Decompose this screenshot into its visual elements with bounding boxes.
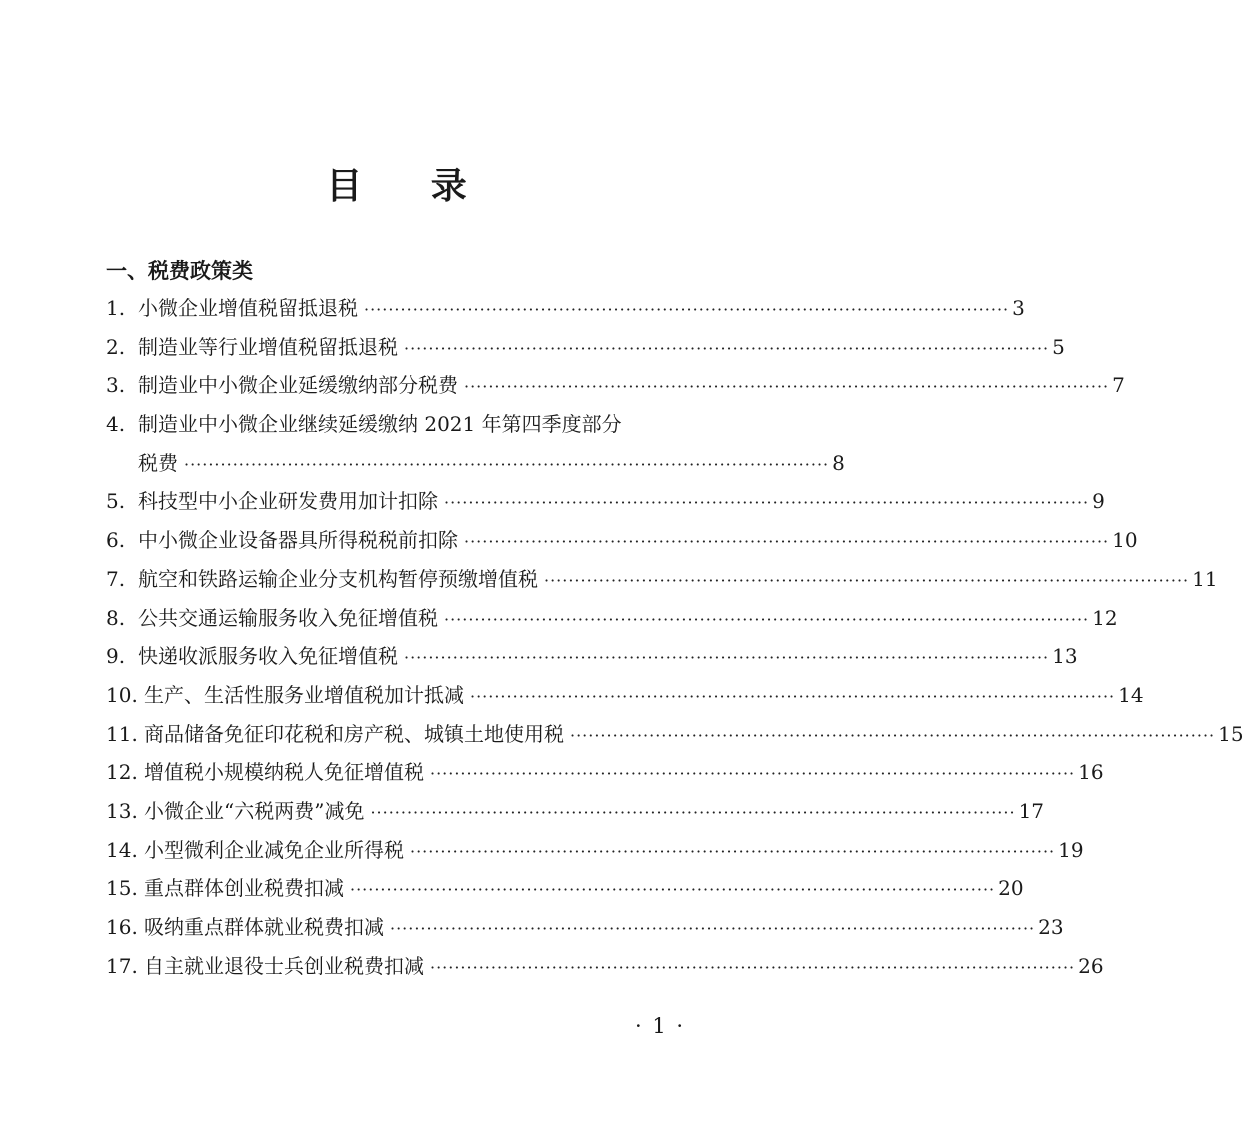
toc-entry-page: 5 xyxy=(1052,334,1065,359)
toc-entry[interactable] xyxy=(106,792,1045,831)
toc-entry-title: 快递收派服务收入免征增值税 xyxy=(138,644,398,669)
toc-entry-title: 公共交通运输服务收入免征增值税 xyxy=(138,605,438,630)
toc-entry-page: 17 xyxy=(1018,798,1045,823)
toc-entry-title: 吸纳重点群体就业税费扣减 xyxy=(144,915,384,940)
toc-entry-number: 16. xyxy=(106,915,138,940)
toc-entry-title: 重点群体创业税费扣减 xyxy=(144,876,344,901)
toc-entry[interactable] xyxy=(106,482,1105,521)
toc-entry[interactable] xyxy=(106,947,1104,986)
toc-entry-number: 5. xyxy=(106,489,126,514)
toc-entry-number: 12. xyxy=(106,760,138,785)
toc-leader-dots: ·········································································································· xyxy=(544,570,1190,590)
toc-entry-page: 14 xyxy=(1118,682,1144,707)
toc-leader-dots: ·········································································································· xyxy=(570,725,1216,745)
toc-entry[interactable] xyxy=(106,676,1144,715)
page-title: 目 录 xyxy=(326,166,495,207)
toc-entry[interactable] xyxy=(106,366,1125,405)
toc-entry[interactable] xyxy=(106,753,1104,792)
toc-entry-title: 小微企业增值税留抵退税 xyxy=(138,296,358,320)
toc-entry[interactable] xyxy=(106,637,1078,676)
toc-entry-page: 8 xyxy=(832,450,845,475)
toc-entry-title: 小型微利企业减免企业所得税 xyxy=(144,837,404,862)
toc-entry[interactable] xyxy=(106,405,845,482)
section-heading: 一、税费政策类 xyxy=(106,259,253,283)
toc-entry-number: 15. xyxy=(106,876,138,901)
toc-entry-page: 19 xyxy=(1058,837,1084,862)
toc-entry[interactable] xyxy=(106,869,1024,908)
toc-entry-page: 15 xyxy=(1218,721,1244,746)
toc-entry-page: 26 xyxy=(1078,953,1104,978)
toc-leader-dots: ·········································································································· xyxy=(390,919,1036,939)
toc-leader-dots: ·········································································································· xyxy=(404,648,1050,668)
toc-leader-dots: ·········································································································· xyxy=(364,300,1010,319)
toc-entry-number: 11. xyxy=(106,721,138,746)
toc-entry-title: 自主就业退役士兵创业税费扣减 xyxy=(144,953,424,978)
toc-entry-title: 制造业中小微企业延缓缴纳部分税费 xyxy=(138,373,458,398)
toc-leader-dots: ·········································································································· xyxy=(444,609,1090,629)
toc-entry-page: 23 xyxy=(1038,915,1064,940)
toc-entry-title: 中小微企业设备器具所得税税前扣除 xyxy=(138,528,458,553)
toc-entry-number: 14. xyxy=(106,837,138,862)
toc-leader-dots: ·········································································································· xyxy=(464,377,1110,397)
toc-entry-title-line2: 税费 xyxy=(138,450,178,475)
toc-entry-number: 9. xyxy=(106,644,126,669)
toc-entry-page: 7 xyxy=(1112,373,1125,398)
toc-entry[interactable] xyxy=(106,521,1138,560)
toc-entry[interactable] xyxy=(106,908,1064,947)
toc-entry-number: 6. xyxy=(106,528,126,553)
toc-entry[interactable] xyxy=(106,715,1244,754)
table-of-contents xyxy=(106,289,1244,985)
toc-entry-title: 商品储备免征印花税和房产税、城镇土地使用税 xyxy=(144,721,564,746)
toc-entry-number: 3. xyxy=(106,373,126,398)
toc-entry-number: 8. xyxy=(106,605,126,630)
toc-leader-dots: ·········································································································· xyxy=(444,493,1090,513)
toc-entry-page: 9 xyxy=(1092,489,1105,514)
toc-entry[interactable] xyxy=(106,289,1025,328)
toc-entry-page: 12 xyxy=(1092,605,1118,630)
toc-leader-dots: ·········································································································· xyxy=(350,880,996,900)
toc-entry-page: 10 xyxy=(1112,528,1138,553)
toc-entry-page: 3 xyxy=(1012,296,1025,320)
toc-leader-dots: ·········································································································· xyxy=(464,532,1110,552)
toc-leader-dots: ·········································································································· xyxy=(430,764,1076,784)
toc-leader-dots: ·········································································································· xyxy=(184,454,830,474)
toc-entry-page: 16 xyxy=(1078,760,1104,785)
toc-entry-title: 生产、生活性服务业增值税加计抵减 xyxy=(144,682,464,707)
toc-entry-page: 11 xyxy=(1192,566,1218,591)
toc-leader-dots: ·········································································································· xyxy=(404,338,1050,358)
toc-entry-number: 13. xyxy=(106,798,138,823)
toc-leader-dots: ·········································································································· xyxy=(370,802,1016,822)
toc-entry[interactable] xyxy=(106,328,1065,367)
toc-leader-dots: ·········································································································· xyxy=(470,686,1116,706)
toc-entry-title: 制造业等行业增值税留抵退税 xyxy=(138,334,398,359)
toc-leader-dots: ·········································································································· xyxy=(430,957,1076,977)
toc-entry-page: 20 xyxy=(998,876,1024,901)
toc-entry-title: 科技型中小企业研发费用加计扣除 xyxy=(138,489,438,514)
toc-entry-title-line1: 制造业中小微企业继续延缓缴纳 2021 年第四季度部分 xyxy=(138,412,622,437)
toc-entry-title: 增值税小规模纳税人免征增值税 xyxy=(144,760,424,785)
toc-entry-number: 2. xyxy=(106,334,126,359)
toc-entry-title: 航空和铁路运输企业分支机构暂停预缴增值税 xyxy=(138,566,538,591)
toc-entry[interactable] xyxy=(106,599,1118,638)
toc-entry-number: 1. xyxy=(106,296,126,320)
toc-entry[interactable] xyxy=(106,831,1084,870)
toc-entry-number: 4. xyxy=(106,412,126,437)
toc-entry-number: 10. xyxy=(106,682,138,707)
toc-entry-page: 13 xyxy=(1052,644,1078,669)
toc-entry-number: 17. xyxy=(106,953,138,978)
toc-leader-dots: ·········································································································· xyxy=(410,841,1056,861)
toc-entry-number: 7. xyxy=(106,566,126,591)
page-number-footer: · 1 · xyxy=(634,1014,686,1038)
toc-entry-title: 小微企业“六税两费”减免 xyxy=(144,798,365,823)
toc-entry[interactable] xyxy=(106,560,1218,599)
